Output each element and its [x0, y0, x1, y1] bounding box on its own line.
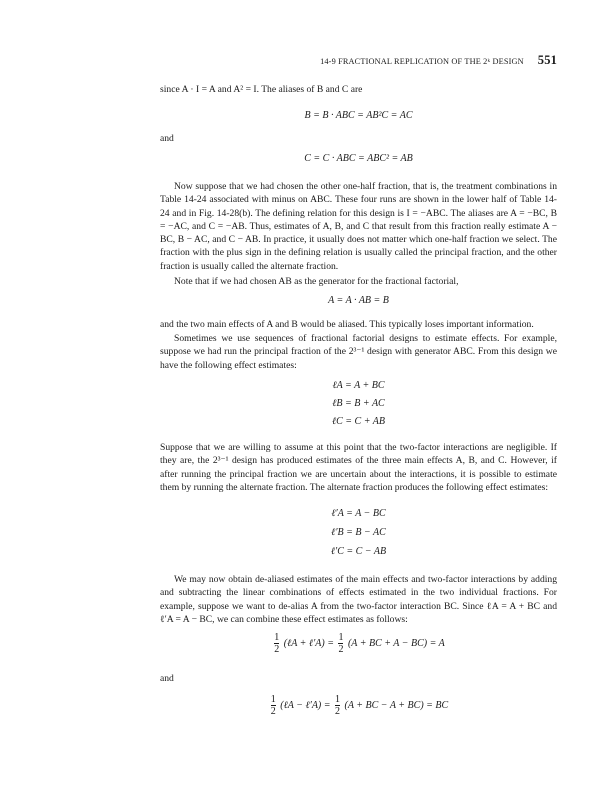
paragraph-aliases-intro: since A · I = A and A² = I. The aliases of B and C are: [160, 84, 363, 95]
running-header: [320, 53, 557, 68]
paragraph-generator-note: Note that if we had chosen AB as the generator for the fractional factorial,: [174, 276, 459, 287]
fraction-half: $\frac{1}{2}$: [270, 694, 276, 717]
paragraph-negligible-interactions: Suppose that we are willing to assume at this point that the two-factor interactions are negligible. If they are, the 2³⁻¹ design has produced estimates of the three main effects A, B, and C. However, if after running the principal fraction we are uncertain about the interactions, it is possible to estimate them by running the alternate fraction. The alternate fraction produces the following effect estimates:: [160, 442, 557, 493]
fraction-half: $\frac{1}{2}$: [338, 632, 344, 655]
running-title: 14-9 FRACTIONAL REPLICATION OF THE 2ᵏ DESIGN: [320, 57, 524, 66]
equation-dealias-a-left: (ℓA + ℓ′A) =: [283, 637, 334, 649]
page-number: 551: [537, 53, 557, 67]
text-and: and: [160, 673, 174, 684]
equation-dealias-a: [160, 632, 557, 655]
paragraph-aliased-effects: and the two main effects of A and B would be aliased. This typically loses important information.: [160, 319, 534, 330]
estimate-lc: ℓC = C + AB: [331, 416, 386, 427]
equation-alias-c: C = C · ABC = ABC² = AB: [304, 153, 413, 164]
text-and: and: [160, 133, 174, 144]
estimate-lb-prime: ℓ′B = B − AC: [331, 527, 386, 538]
estimate-la: ℓA = A + BC: [332, 380, 385, 391]
equation-dealias-bc-left: (ℓA − ℓ′A) =: [280, 699, 331, 711]
equation-dealias-bc-right: (A + BC − A + BC) = BC: [344, 699, 449, 711]
equation-alias-b: B = B · ABC = AB²C = AC: [304, 110, 413, 121]
equation-dealias-bc: [160, 694, 557, 717]
estimate-lb: ℓB = B + AC: [332, 398, 385, 409]
equation-generator-ab: A = A · AB = B: [328, 295, 389, 306]
estimate-la-prime: ℓ′A = A − BC: [331, 508, 386, 519]
fraction-half: $\frac{1}{2}$: [274, 632, 280, 655]
paragraph-sequences: Sometimes we use sequences of fractional factorial designs to estimate effects. For example, suppose we had run the principal fraction of the 2³⁻¹ design with generator ABC. From this design we have the following effect estimates:: [160, 333, 557, 371]
paragraph-de-alias: We may now obtain de-aliased estimates of the main effects and two-factor interactions by adding and subtracting the linear combinations of effects estimated in the two individual fractions. For example, suppose we want to de-alias A from the two-factor interaction BC. Since ℓA = A + BC and ℓ′A = A − BC, we can combine these effect estimates as follows:: [160, 574, 557, 625]
paragraph-alternate-fraction: Now suppose that we had chosen the other one-half fraction, that is, the treatment combinations in Table 14-24 associated with minus on ABC. These four runs are shown in the lower half of Table 14-24 and in Fig. 14-28(b). The defining relation for this design is I = −ABC. The aliases are A = −BC, B = −AC, and C = −AB. Thus, estimates of A, B, and C that result from this fraction really estimate A − BC, B − AC, and C − AB. In practice, it usually does not matter which one-half fraction we select. The fraction with the plus sign in the defining relation is usually called the principal fraction, and the other fraction is usually called the alternate fraction.: [160, 181, 557, 272]
equation-dealias-a-right: (A + BC + A − BC) = A: [347, 637, 445, 649]
estimate-lc-prime: ℓ′C = C − AB: [330, 546, 387, 557]
fraction-half: $\frac{1}{2}$: [335, 694, 341, 717]
